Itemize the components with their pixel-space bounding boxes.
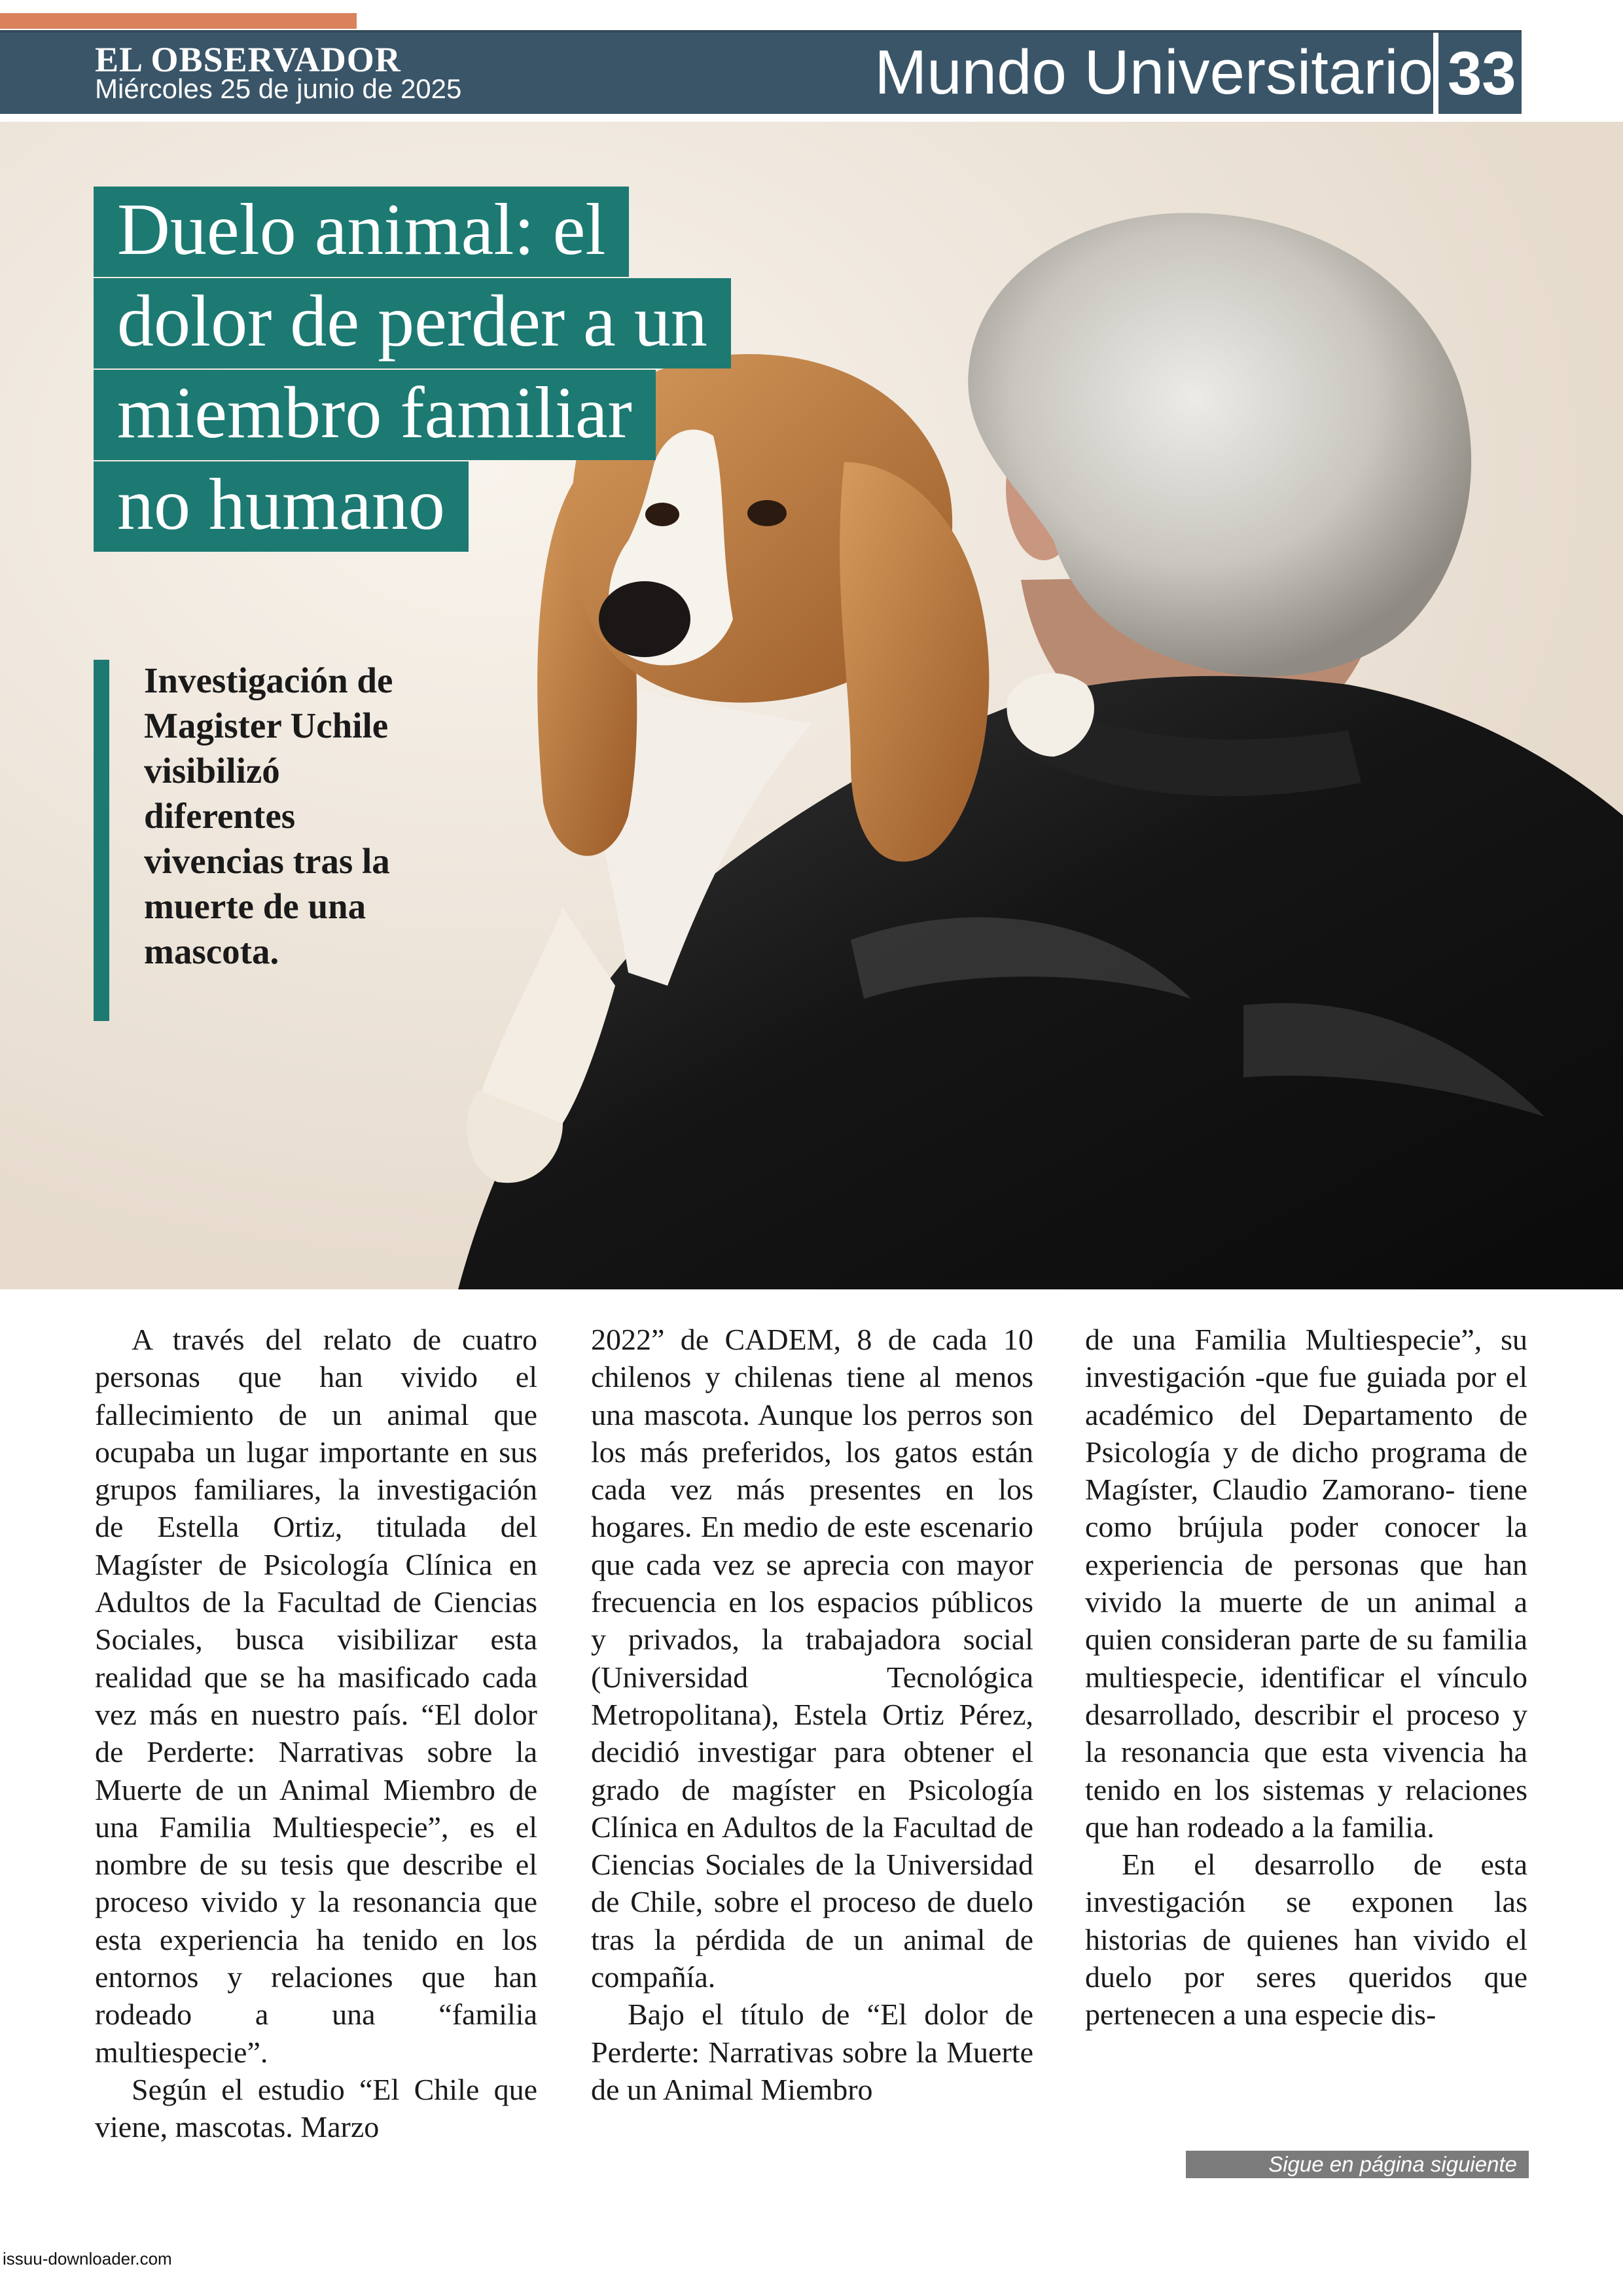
- deck-accent-bar: [94, 660, 109, 1021]
- watermark: issuu-downloader.com: [3, 2249, 172, 2269]
- deck: Investigación de Magister Uchile visibilizó diferentes vivencias tras la muerte de una mascota.: [144, 660, 393, 971]
- dog-eye-right: [747, 500, 787, 526]
- section-title: Mundo Universitario: [874, 37, 1433, 107]
- header-accent-tab: [0, 13, 357, 29]
- issue-date: Miércoles 25 de junio de 2025: [95, 73, 462, 104]
- article-paragraph: A través del relato de cuatro personas que han vivido el fallecimiento de un animal que ocupaba un lugar importante en sus grupos familiares, la investigación de Estella Ortiz, titulada del Magíster de Psicología Clínica en Adultos de la Facultad de Ciencias Sociales, busca visibilizar esta realidad que se ha masificado cada vez más en nuestro país. “El dolor de Perderte: Narrativas sobre la Muerte de un Animal Miembro de una Familia Multiespecie”, es el nombre de su tesis que describe el proceso vivido y la resonancia que esta experiencia ha tenido en los entornos y relaciones que han rodeado a una “familia multiespecie”.: [95, 1323, 537, 2069]
- headline-line-3: miembro familiar: [94, 370, 656, 460]
- dog-nose: [599, 581, 690, 657]
- article-paragraph: En el desarrollo de esta investigación se exponen las historias de quienes han vivido el duelo por seres queridos que pertenecen a una especie dis-: [1085, 1848, 1527, 2032]
- continue-label: Sigue en página siguiente: [1186, 2151, 1529, 2178]
- article-paragraph: Bajo el título de “El dolor de Perderte: Narrativas sobre la Muerte de un Animal Miembro: [591, 1998, 1033, 2106]
- headline-line-2: dolor de perder a un: [94, 278, 731, 368]
- dog-eye-left: [645, 503, 679, 526]
- headline-line-1: Duelo animal: el: [94, 187, 629, 277]
- section-divider: [1433, 33, 1438, 114]
- article-paragraph: Según el estudio “El Chile que viene, mascotas. Marzo: [95, 2072, 537, 2144]
- article-column-3: [1085, 1321, 1527, 2034]
- headline-line-4: no humano: [94, 461, 469, 552]
- article-paragraph: de una Familia Multiespecie”, su investigación -que fue guiada por el académico del Departamento de Psicología y de dicho programa de Magíster, Claudio Zamorano- tiene como brújula poder conocer la experiencia de personas que han vivido la muerte de un animal a quien consideran parte de su familia multiespecie, identificar el vínculo desarrollado, describir el proceso y la resonancia que esta vivencia ha tenido en los sistemas y relaciones que han rodeado a la familia.: [1085, 1323, 1527, 1844]
- article-column-2: [591, 1321, 1033, 2108]
- article-paragraph: 2022” de CADEM, 8 de cada 10 chilenos y chilenas tiene al menos una mascota. Aunque los perros son los más preferidos, los gatos están cada vez más presentes en los hogares. En medio de este escenario que cada vez se aprecia con mayor frecuencia en los espacios públicos y privados, la trabajadora social (Universidad Tecnológica Metropolitana), Estela Ortiz Pérez, decidió investigar para obtener el grado de magíster en Psicología Clínica en Adultos de la Facultad de Ciencias Sociales de la Universidad de Chile, sobre el proceso de duelo tras la pérdida de un animal de compañía.: [591, 1323, 1033, 1994]
- article-column-1: [95, 1321, 537, 2146]
- newspaper-name: EL OBSERVADOR: [95, 40, 401, 79]
- page-number: 33: [1448, 39, 1516, 107]
